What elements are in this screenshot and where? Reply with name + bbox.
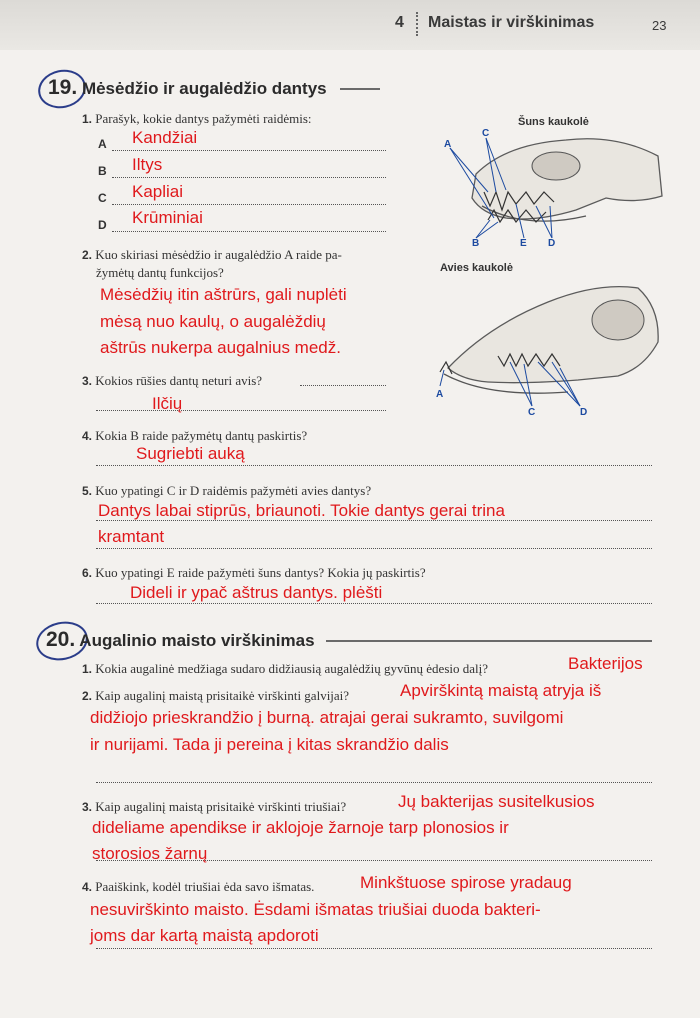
s20-q1-answer: Bakterijos	[568, 654, 643, 673]
s20-q3-answer-1: Jų bakterijas susitelkusios	[398, 792, 595, 811]
s19-q1-label-a: A	[98, 137, 107, 151]
section-20-heading	[46, 628, 315, 652]
s20-q3-answer-2: dideliame apendikse ir aklojoje žarnoje tarp plonosios ir	[92, 818, 509, 837]
section-19-number: 19.	[48, 76, 78, 99]
s20-q1	[82, 660, 488, 678]
section-19-title: Mėsėdžio ir augalėdžio dantys	[81, 79, 327, 98]
header-divider	[416, 12, 420, 36]
s19-q1-num: 1.	[82, 112, 93, 126]
s19-q4-answer: Sugriebti auką	[136, 444, 245, 463]
dog-label-b: B	[472, 238, 480, 249]
dog-label-e: E	[520, 238, 527, 249]
answer-line	[96, 410, 386, 411]
s20-q4-text: Paaiškink, kodėl triušiai ėda savo išmatas.	[95, 879, 315, 894]
s19-q5-answer-2: kramtant	[98, 527, 165, 546]
s19-q2-text-2: žymėtų dantų funkcijos?	[96, 265, 224, 280]
s19-q4-text: Kokia B raide pažymėtų dantų paskirtis?	[95, 428, 308, 443]
s19-q1-answer-b: Iltys	[132, 155, 163, 174]
s20-q2-answer-3: ir nurijami. Tada ji pereina į kitas skrandžio dalis	[90, 735, 449, 754]
dog-label-d: D	[548, 238, 556, 249]
s20-q4	[82, 878, 314, 896]
s19-q1-label-d: D	[98, 218, 107, 232]
s19-q5-num: 5.	[82, 484, 93, 498]
dog-label-c: C	[482, 128, 490, 139]
s19-q3-answer: Ilčių	[152, 394, 183, 413]
s19-q1-text: Parašyk, kokie dantys pažymėti raidėmis:	[95, 111, 312, 126]
s20-q3-answer-3: storosios žarnų	[92, 844, 208, 863]
answer-line	[96, 782, 652, 783]
s19-q1-label-c: C	[98, 191, 107, 205]
section-20-title: Augalinio maisto virškinimas	[79, 631, 315, 650]
answer-line	[300, 385, 386, 386]
page-header	[0, 0, 700, 50]
section-19-rule	[340, 88, 380, 90]
s20-q2-answer-1: Apvirškintą maistą atryja iš	[400, 681, 602, 700]
chapter-number: 4	[395, 14, 404, 31]
s19-q2	[82, 246, 342, 281]
s19-q6-text: Kuo ypatingi E raide pažymėti šuns dantys? Kokia jų paskirtis?	[95, 565, 426, 580]
sheep-label-c: C	[528, 407, 536, 418]
sheep-skull-title: Avies kaukolė	[440, 262, 513, 274]
s19-q2-answer-3: aštrūs nukerpa augalnius medž.	[100, 338, 341, 357]
chapter-title: Maistas ir virškinimas	[428, 14, 595, 31]
s19-q4-num: 4.	[82, 429, 93, 443]
s19-q5	[82, 482, 371, 500]
s20-q4-answer-3: joms dar kartą maistą apdoroti	[90, 926, 319, 945]
s19-q1-answer-c: Kapliai	[132, 182, 184, 201]
s20-q4-answer-1: Minkštuose spirose yradaug	[360, 873, 572, 892]
s20-q1-num: 1.	[82, 662, 93, 676]
s20-q4-answer-2: nesuvirškinto maisto. Ėsdami išmatas triušiai duoda bakteri-	[90, 900, 541, 919]
section-19-heading	[48, 76, 327, 100]
s19-q2-text-1: Kuo skiriasi mėsėdžio ir augalėdžio A raide pa-	[95, 247, 342, 262]
s19-q1-answer-a: Kandžiai	[132, 128, 198, 147]
s20-q3-num: 3.	[82, 800, 93, 814]
s20-q1-text: Kokia augalinė medžiaga sudaro didžiausią augalėdžių gyvūnų ėdesio dalį?	[95, 661, 489, 676]
answer-line	[112, 204, 386, 205]
dog-skull-title: Šuns kaukolė	[518, 116, 589, 128]
s20-q2-answer-2: didžiojo prieskrandžio į burną. atrajai gerai sukramto, suvilgomi	[90, 708, 564, 727]
s19-q2-answer-2: mėsą nuo kaulų, o augalėždių	[100, 312, 326, 331]
answer-line	[96, 548, 652, 549]
s20-q2	[82, 687, 349, 705]
s20-q3	[82, 798, 346, 816]
dog-label-a: A	[444, 139, 452, 150]
sheep-label-d: D	[580, 407, 588, 418]
s19-q5-answer-1: Dantys labai stiprūs, briaunoti. Tokie dantys gerai trina	[98, 501, 505, 520]
dog-skull-illustration	[436, 126, 668, 250]
sheep-skull-illustration	[428, 258, 668, 420]
s19-q6	[82, 564, 426, 582]
section-20-number: 20.	[46, 628, 76, 651]
answer-line	[112, 177, 386, 178]
s20-q4-num: 4.	[82, 880, 93, 894]
s20-q2-num: 2.	[82, 689, 93, 703]
s19-q6-answer: Dideli ir ypač aštrus dantys. plėšti	[130, 583, 383, 602]
s19-q2-answer-1: Mėsėdžių itin aštrūrs, gali nuplėti	[100, 285, 347, 304]
section-20-rule	[326, 640, 652, 642]
s19-q3-num: 3.	[82, 374, 93, 388]
answer-line	[112, 231, 386, 232]
s19-q5-text: Kuo ypatingi C ir D raidėmis pažymėti avies dantys?	[95, 483, 372, 498]
answer-line	[112, 150, 386, 151]
s19-q6-num: 6.	[82, 566, 93, 580]
s19-q2-num: 2.	[82, 248, 93, 262]
answer-line	[96, 948, 652, 949]
s20-q2-text: Kaip augalinį maistą prisitaikė virškinti galvijai?	[95, 688, 350, 703]
page-number: 23	[652, 18, 667, 33]
s20-q3-text: Kaip augalinį maistą prisitaikė virškinti triušiai?	[95, 799, 347, 814]
s19-q1-label-b: B	[98, 164, 107, 178]
s19-q3	[82, 372, 262, 390]
s19-q3-text: Kokios rūšies dantų neturi avis?	[95, 373, 263, 388]
sheep-label-a: A	[436, 389, 444, 400]
s19-q1-answer-d: Krūminiai	[132, 208, 203, 227]
